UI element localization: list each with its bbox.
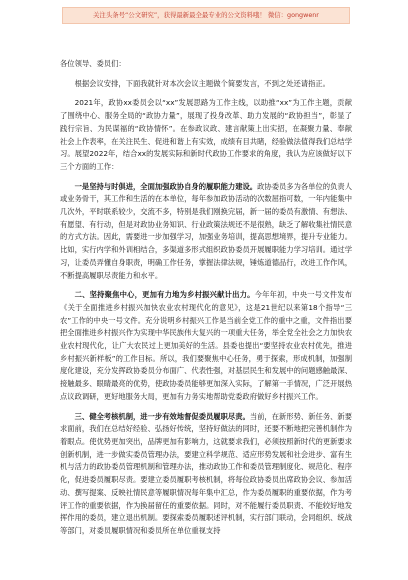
paragraph-overview — [60, 97, 352, 173]
section-heading: 三、健全考核机制，进一步有效地督促委员履职尽责。 — [74, 411, 250, 421]
greeting: 各位领导、委员们： — [60, 59, 126, 68]
section-heading: 二、坚持聚焦中心，更加有力地为乡村振兴献计出力。 — [74, 290, 255, 300]
paragraph-intro — [60, 78, 352, 91]
paragraph-text: 今年年初，中央一号文件发布《关于全面推进乡村振兴加快农业农村现代化的意见》，这是21世纪以来第18个指导“三农”工作的中央一号文件。充分说明乡村振兴工作是当前全党工作的重中之重，文件指出要把全面推进乡村振兴作为实现中华民族伟大复兴的一项重大任务，举全党全社会之力加快农业农村现代化，让广大农民过上更加美好的生活。县委也提出“要坚持农业农村优先，推进乡村振兴新样板”的工作目标。所以，我们要聚焦中心任务，勇于探索，形成机制，加强制度化建设，充分发挥政协委员分布面广、代表性强，对基层民生和发展中的问题感触最深、接触最多、眼睛最亮的优势，使政协委员能够更加深入实际，了解第一手情况，广泛开展热点议政调研，更好地服务大局，更加有力务实地帮助党委政府做好乡村振兴工作。 — [60, 290, 353, 401]
paragraph-text: 当前，在新形势、新任务、新要求面前，我们在总结好经验、弘扬好传统，坚持好做法的同时，还要不断地把完善机制作为着眼点。使优势更加突出，品牌更加有影响力，这就要求我们，必须按照新时代的更新要求创新机制，进一步做实委员管理办法，要建立科学规范、适应形势发展和社会进步、富有生机与活力的政协委员管理机制和管理办法，推动政协工作和委员管理制度化、规范化、程序化，促进委员履职尽责。要建立委员履职考核机制，将每位政协委员出席政协会议、参加活动、撰写提案、反映社情民意等履职情况每年集中汇总，作为委员履职的重要依据，作为考评工作的重要依据，作为换届留任的重要依据。同时，对不能履行委员职责、不能较好地发挥作用的委员，建立退出机制。要探索委员履职述评机制，实行部门联动，会同组织、统战等部门，对委员履职情况和委员所在单位重视支持 — [60, 411, 353, 535]
section-three — [60, 411, 352, 538]
paragraph-text: 根据会议安排，下面我就针对本次会议主题做个简要发言，不到之处还请指正。 — [74, 78, 330, 88]
section-two — [60, 289, 352, 403]
paragraph-text: 政协委员多为各单位的负责人或业务骨干，其工作和生活的在本单位，每年参加政协活动的次数屈指可数，一年内能集中几次外，平时联系较少，交流不多，特别是我们刚换完届，新一届的委员有激情、有想法、有愿望、有行动，但是对政协业务知识、行业政策法规还不是很熟，缺乏了解收集社情民意的方式方法。因此，需要进一步加强学习，加强业务培训，提高思想境界，提升专业能力。比如，实行内学和外训相结合，多渠道多形式组织政协委员开展履职能力学习培训。通过学习，让委员弄懂自身职责，明确工作任务，掌握法律法规，锤炼道德品行，改进工作作风，不断提高履职尽责能力和水平。 — [60, 181, 353, 280]
document-body — [60, 58, 352, 545]
section-heading: 一是坚持与时俱进，全面加强政协自身的履职能力建设。 — [74, 181, 258, 191]
paragraph-text: 2021年，政协xx委员会以“xx”发展思路为工作主线，以助推“xx”为工作主题，贡献了围绕中心、服务全局的“政协力量”，展现了投身改革、助力发展的“政协担当”，彰显了践行宗旨、为民谋福的“政协情怀”。在参政议政、建言献策上出实招，在凝聚力量、奉献社会上作表率，在关注民生、促进和谐上有实效，成绩有目共睹，经验做法值得我们总结学习。展望2022年，结合xx的发展实际和新时代政协工作要求的角度，我认为应该做好以下三个方面的工作： — [60, 98, 352, 171]
top-banner: 关注头条号“公文研究”，获得最新最全最专业的公文资料哦！ 微信：gongwenr — [62, 7, 350, 24]
section-one — [60, 181, 352, 283]
